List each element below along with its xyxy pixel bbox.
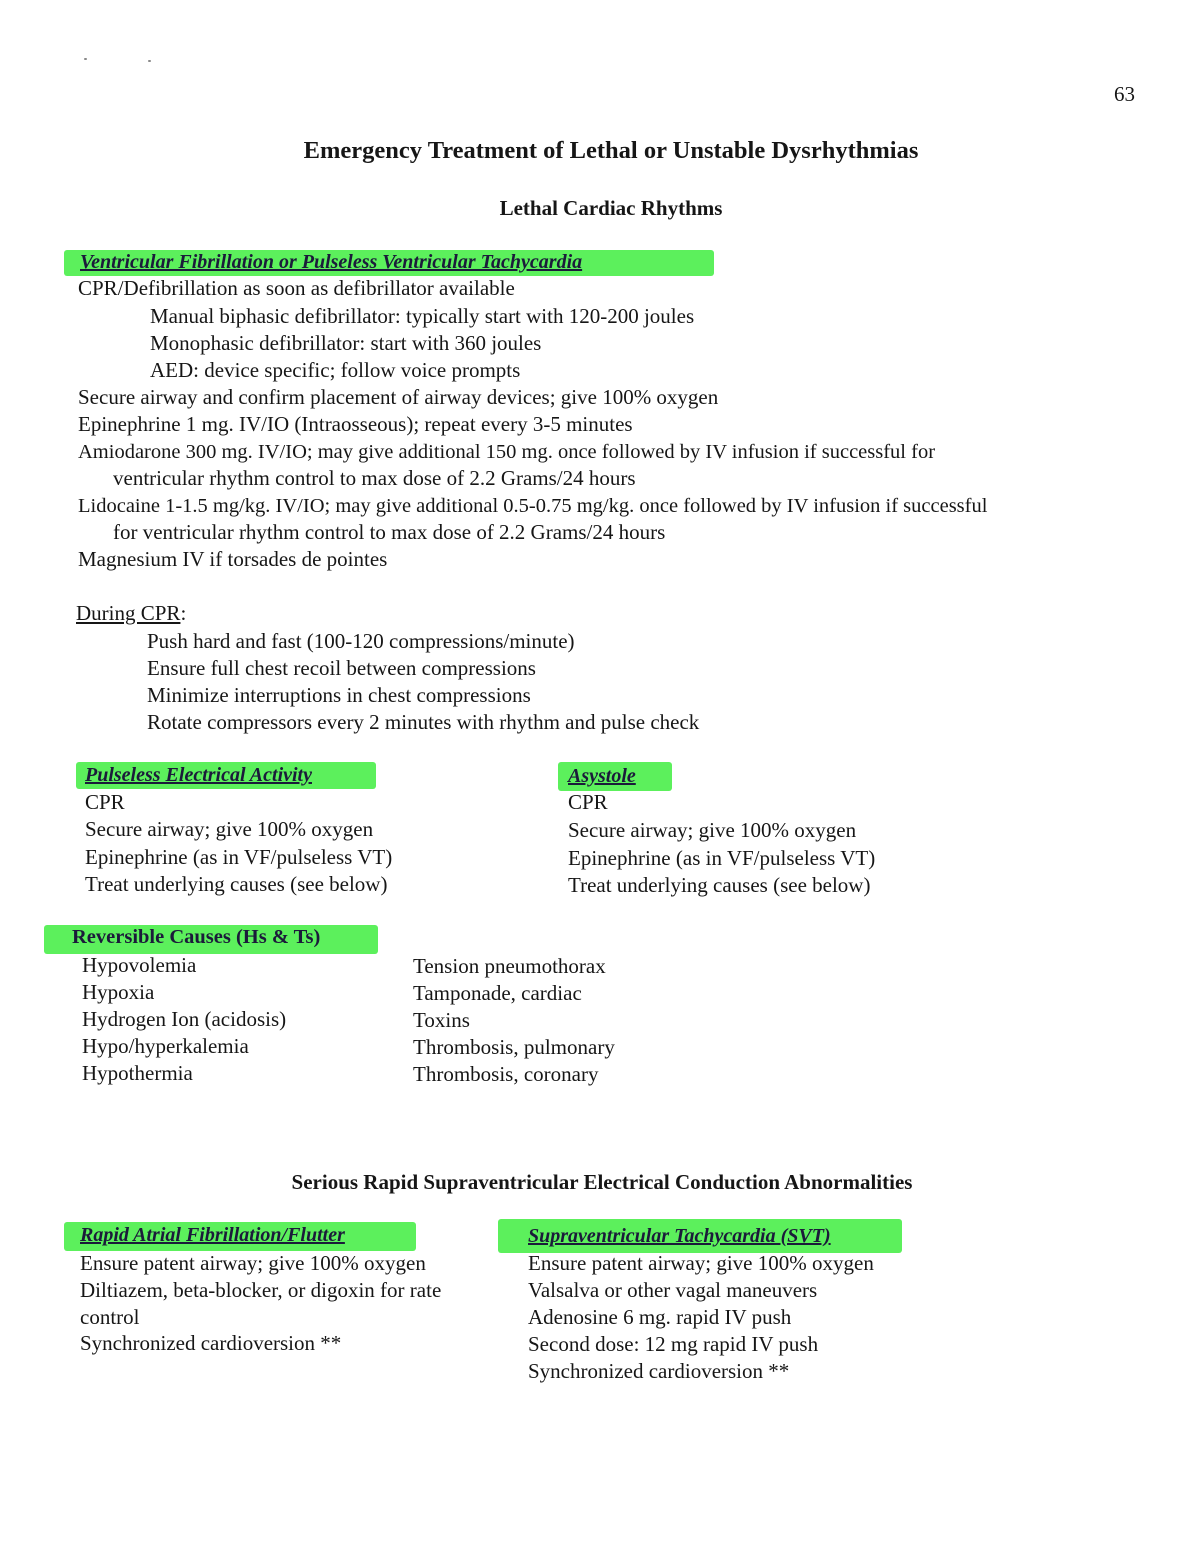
svt-item: Valsalva or other vagal maneuvers (528, 1278, 818, 1302)
heading-svt: Supraventricular Tachycardia (SVT) (528, 1225, 831, 1247)
cpr-item: Minimize interruptions in chest compressions (147, 683, 531, 707)
section-heading-lethal-rhythms: Lethal Cardiac Rhythms (499, 196, 723, 220)
cpr-item: Push hard and fast (100-120 compressions/minute) (147, 629, 575, 653)
svt-item: Synchronized cardioversion ** (528, 1359, 790, 1383)
cause-t-item: Tension pneumothorax (413, 954, 606, 978)
vf-line-lidocaine-cont: for ventricular rhythm control to max dose of 2.2 Grams/24 hours (113, 520, 666, 544)
cause-h-item: Hypovolemia (82, 953, 197, 977)
cause-t-item: Thrombosis, coronary (413, 1062, 599, 1086)
vf-sub-monophasic: Monophasic defibrillator: start with 360 joules (150, 331, 542, 355)
vf-sub-biphasic: Manual biphasic defibrillator: typically start with 120-200 joules (150, 304, 695, 328)
heading-during-cpr (76, 601, 186, 626)
asystole-item: Epinephrine (as in VF/pulseless VT) (568, 846, 876, 870)
page-number: 63 (1114, 82, 1135, 106)
scan-speck (84, 58, 87, 60)
vf-line-magnesium: Magnesium IV if torsades de pointes (78, 547, 388, 571)
cause-h-item: Hypothermia (82, 1061, 193, 1085)
afib-item: control (80, 1305, 140, 1329)
vf-line-lidocaine: Lidocaine 1-1.5 mg/kg. IV/IO; may give additional 0.5-0.75 mg/kg. once followed by IV infusion if successful (78, 495, 988, 517)
afib-item: Synchronized cardioversion ** (80, 1331, 342, 1355)
heading-vf-pulseless-vt: Ventricular Fibrillation or Pulseless Ventricular Tachycardia (80, 251, 583, 273)
vf-line-epinephrine: Epinephrine 1 mg. IV/IO (Intraosseous); repeat every 3-5 minutes (78, 412, 633, 436)
afib-item: Diltiazem, beta-blocker, or digoxin for rate (80, 1278, 442, 1302)
asystole-item: CPR (568, 790, 608, 814)
heading-rapid-afib-flutter: Rapid Atrial Fibrillation/Flutter (80, 1224, 345, 1246)
cause-t-item: Toxins (413, 1008, 470, 1032)
svt-item: Adenosine 6 mg. rapid IV push (528, 1305, 792, 1329)
pea-item: CPR (85, 790, 125, 814)
heading-reversible-causes: Reversible Causes (Hs & Ts) (72, 926, 321, 948)
cause-h-item: Hypo/hyperkalemia (82, 1034, 249, 1058)
cause-h-item: Hydrogen Ion (acidosis) (82, 1007, 287, 1031)
cpr-item: Ensure full chest recoil between compressions (147, 656, 536, 680)
asystole-item: Secure airway; give 100% oxygen (568, 818, 857, 842)
cpr-item: Rotate compressors every 2 minutes with rhythm and pulse check (147, 710, 700, 734)
svt-item: Second dose: 12 mg rapid IV push (528, 1332, 819, 1356)
heading-pulseless-electrical-activity: Pulseless Electrical Activity (85, 764, 312, 786)
svt-item: Ensure patent airway; give 100% oxygen (528, 1251, 874, 1275)
vf-line-amiodarone: Amiodarone 300 mg. IV/IO; may give additional 150 mg. once followed by IV infusion if successful for (78, 441, 936, 463)
cause-t-item: Thrombosis, pulmonary (413, 1035, 615, 1059)
pea-item: Secure airway; give 100% oxygen (85, 817, 374, 841)
section-heading-supraventricular: Serious Rapid Supraventricular Electrical Conduction Abnormalities (291, 1170, 913, 1194)
asystole-item: Treat underlying causes (see below) (568, 873, 871, 897)
pea-item: Epinephrine (as in VF/pulseless VT) (85, 845, 393, 869)
cause-t-item: Tamponade, cardiac (413, 981, 582, 1005)
heading-asystole: Asystole (568, 765, 636, 787)
vf-sub-aed: AED: device specific; follow voice prompts (150, 358, 521, 382)
scan-speck (148, 60, 151, 62)
pea-item: Treat underlying causes (see below) (85, 872, 388, 896)
heading-during-cpr-colon: : (180, 601, 187, 625)
cause-h-item: Hypoxia (82, 980, 155, 1004)
afib-item: Ensure patent airway; give 100% oxygen (80, 1251, 426, 1275)
vf-line-cpr-defib: CPR/Defibrillation as soon as defibrillator available (78, 276, 515, 300)
vf-line-amiodarone-cont: ventricular rhythm control to max dose of 2.2 Grams/24 hours (113, 466, 636, 490)
vf-line-airway: Secure airway and confirm placement of airway devices; give 100% oxygen (78, 385, 719, 409)
page-title: Emergency Treatment of Lethal or Unstable Dysrhythmias (303, 137, 919, 164)
heading-during-cpr-label: During CPR (76, 601, 181, 625)
